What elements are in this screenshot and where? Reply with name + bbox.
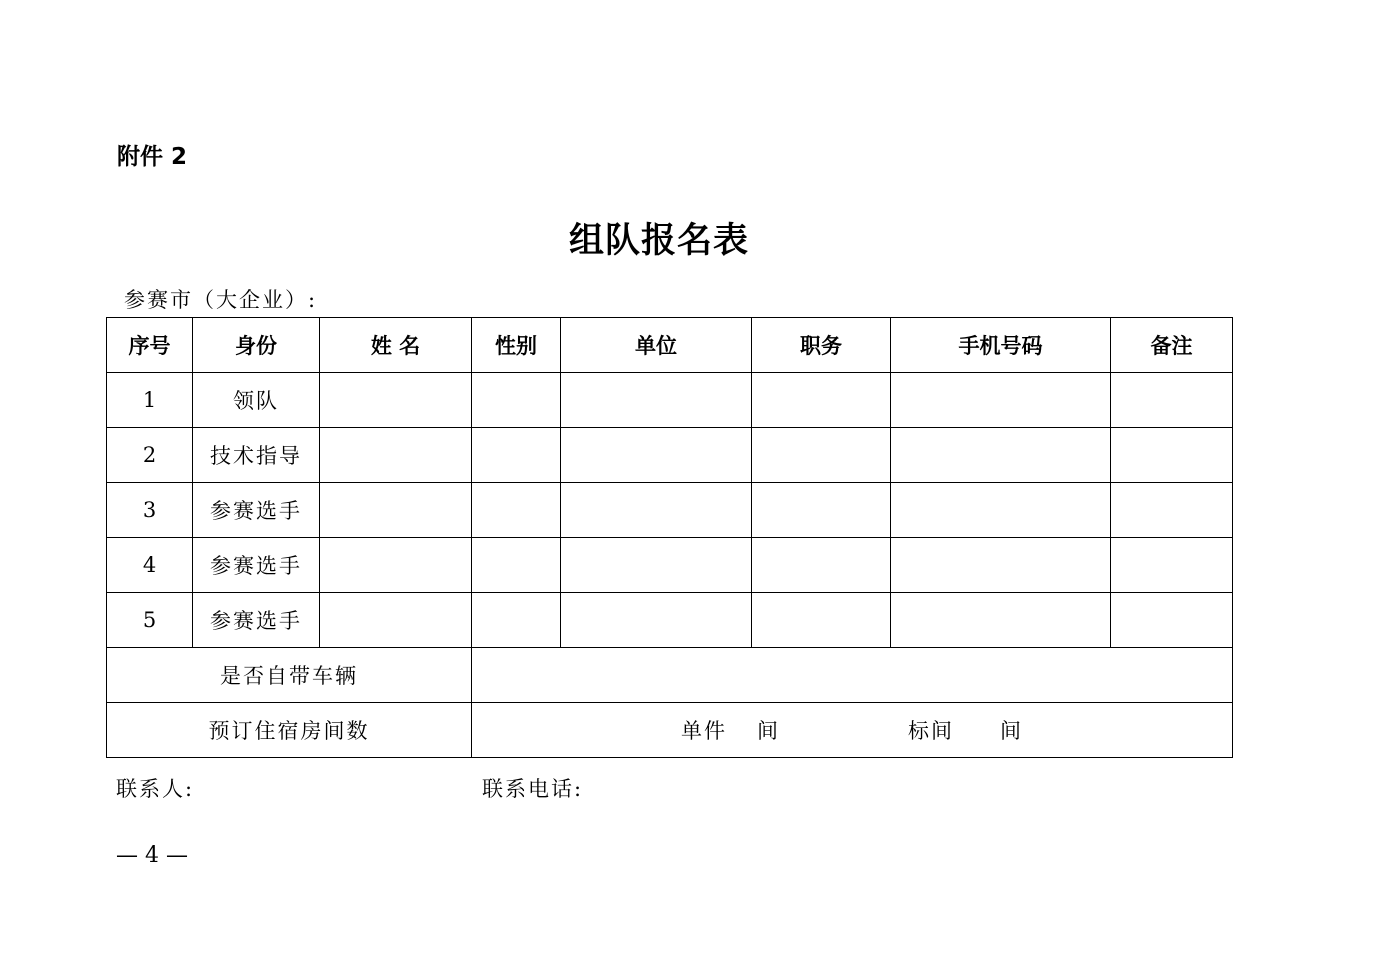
registration-table — [106, 317, 1233, 758]
row-no: 2 — [107, 428, 193, 483]
unit-cell[interactable] — [561, 538, 752, 593]
header-phone: 手机号码 — [891, 318, 1111, 373]
unit-cell[interactable] — [561, 483, 752, 538]
unit-cell[interactable] — [561, 593, 752, 648]
gender-cell[interactable] — [472, 538, 561, 593]
single-room-unit: 间 — [757, 719, 780, 743]
region-label: 参赛市（大企业）: — [124, 288, 318, 312]
table-row — [107, 373, 1233, 428]
name-cell[interactable] — [320, 428, 472, 483]
gender-cell[interactable] — [472, 593, 561, 648]
row-no: 1 — [107, 373, 193, 428]
header-remarks: 备注 — [1111, 318, 1233, 373]
standard-room-label: 标间 — [908, 719, 954, 743]
rooms-answer-cell[interactable] — [472, 703, 1233, 758]
header-position: 职务 — [752, 318, 891, 373]
position-cell[interactable] — [752, 538, 891, 593]
phone-cell[interactable] — [891, 428, 1111, 483]
header-unit: 单位 — [561, 318, 752, 373]
row-role: 技术指导 — [193, 428, 320, 483]
position-cell[interactable] — [752, 428, 891, 483]
remarks-cell[interactable] — [1111, 593, 1233, 648]
header-role: 身份 — [193, 318, 320, 373]
gender-cell[interactable] — [472, 373, 561, 428]
row-role: 领队 — [193, 373, 320, 428]
vehicle-label: 是否自带车辆 — [107, 648, 472, 703]
unit-cell[interactable] — [561, 428, 752, 483]
header-row — [107, 318, 1233, 373]
row-role: 参赛选手 — [193, 538, 320, 593]
position-cell[interactable] — [752, 373, 891, 428]
contact-phone-label: 联系电话: — [482, 777, 584, 801]
row-role: 参赛选手 — [193, 483, 320, 538]
name-cell[interactable] — [320, 483, 472, 538]
header-name: 姓 名 — [320, 318, 472, 373]
name-cell[interactable] — [320, 373, 472, 428]
attachment-label: 附件 2 — [117, 144, 188, 170]
single-room-label: 单件 — [681, 719, 727, 743]
phone-cell[interactable] — [891, 483, 1111, 538]
header-gender: 性别 — [472, 318, 561, 373]
page-number: — 4 — — [116, 843, 188, 868]
vehicle-row — [107, 648, 1233, 703]
row-no: 4 — [107, 538, 193, 593]
row-no: 3 — [107, 483, 193, 538]
remarks-cell[interactable] — [1111, 373, 1233, 428]
row-role: 参赛选手 — [193, 593, 320, 648]
remarks-cell[interactable] — [1111, 428, 1233, 483]
phone-cell[interactable] — [891, 538, 1111, 593]
phone-cell[interactable] — [891, 593, 1111, 648]
phone-cell[interactable] — [891, 373, 1111, 428]
name-cell[interactable] — [320, 538, 472, 593]
row-no: 5 — [107, 593, 193, 648]
rooms-label: 预订住宿房间数 — [107, 703, 472, 758]
header-no: 序号 — [107, 318, 193, 373]
standard-room-unit: 间 — [1000, 719, 1023, 743]
table-row — [107, 593, 1233, 648]
position-cell[interactable] — [752, 593, 891, 648]
table-row — [107, 483, 1233, 538]
name-cell[interactable] — [320, 593, 472, 648]
gender-cell[interactable] — [472, 483, 561, 538]
gender-cell[interactable] — [472, 428, 561, 483]
remarks-cell[interactable] — [1111, 483, 1233, 538]
vehicle-answer-cell[interactable] — [472, 648, 1233, 703]
table-row — [107, 538, 1233, 593]
unit-cell[interactable] — [561, 373, 752, 428]
remarks-cell[interactable] — [1111, 538, 1233, 593]
form-title: 组队报名表 — [568, 220, 749, 261]
contact-person-label: 联系人: — [116, 777, 195, 801]
rooms-row — [107, 703, 1233, 758]
table-row — [107, 428, 1233, 483]
position-cell[interactable] — [752, 483, 891, 538]
